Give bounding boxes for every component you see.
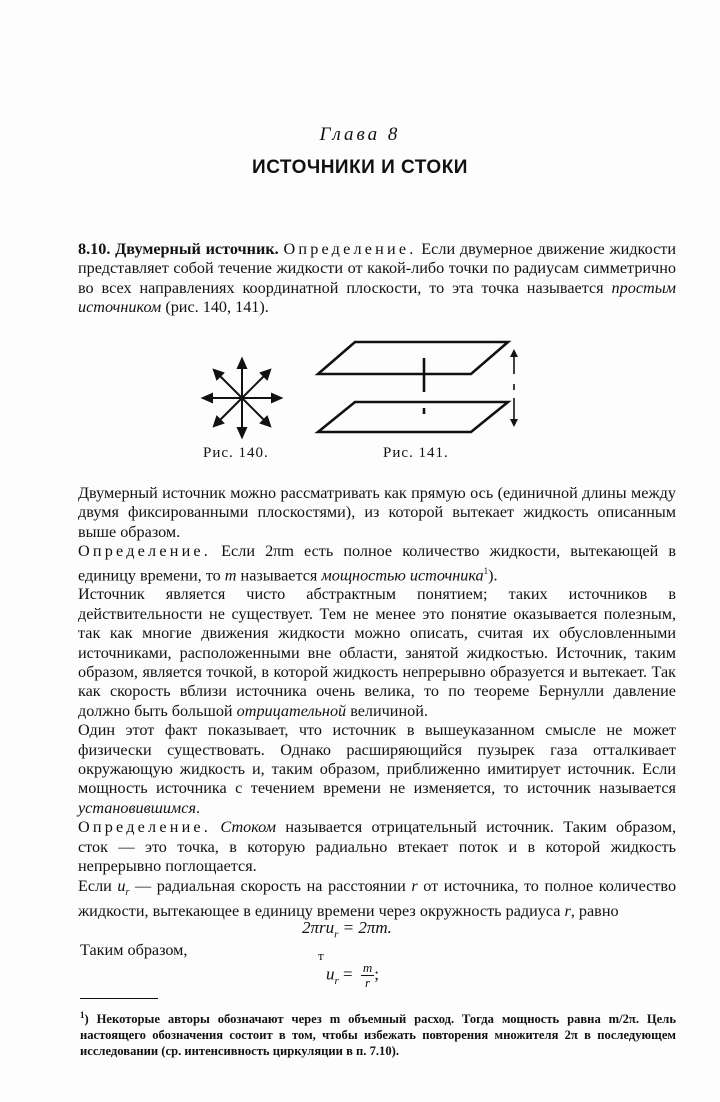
section-intro	[78, 240, 676, 318]
p6-text-b: — радиальная скорость на расстоянии	[134, 876, 406, 895]
section-heading: 8.10. Двумерный источник.	[78, 240, 279, 258]
eq2-sub: r	[334, 974, 339, 987]
term-negative: отрицательной	[236, 701, 347, 720]
paragraph-5	[78, 818, 676, 876]
footnote-text: ) Некоторые авторы обозначают через m объемный расход. Тогда мощность равна m/2π. Цель настоящего обозначения состоит в том, чтобы избежать повторения множителя 2π в последующем исследовании (ср. интенсивность циркуляции в п. 7.10).	[80, 1012, 676, 1059]
p2-text-b: называется	[240, 566, 318, 585]
eq2-lhs: u	[326, 964, 335, 984]
p6-symbol-u-sub: r	[125, 886, 130, 898]
body-text	[78, 484, 676, 922]
figure-drawings	[0, 332, 720, 472]
paragraph-3	[78, 585, 676, 721]
p6-text-d: , равно	[570, 902, 619, 921]
footnote	[80, 1007, 676, 1059]
eq1-lhs: 2πru	[302, 918, 335, 937]
eq1-sub: r	[334, 928, 339, 941]
p6-text-a: Если	[78, 876, 112, 895]
definition-word-2: Определение.	[78, 542, 212, 561]
section-text-end: (рис. 140, 141).	[165, 298, 269, 317]
equation-lead-text: Таким образом,	[80, 941, 188, 959]
p3-text-b: величиной.	[350, 701, 428, 720]
p2-text-c: ).	[488, 566, 498, 585]
term-simple-source: простым источником	[78, 278, 676, 317]
term-source-strength: мощностью источника	[321, 566, 484, 585]
p2-symbol-m: m	[224, 566, 237, 585]
equation-tau-mark: т	[318, 948, 324, 963]
footnote-rule	[80, 998, 158, 999]
p2-text-a: Если 2πm есть полное количество жидкости, вытекающей в единицу времени, то	[78, 542, 677, 585]
chapter-title: ИСТОЧНИКИ И СТОКИ	[252, 157, 468, 178]
paragraph-6	[78, 877, 676, 922]
fig140-source-star	[203, 359, 281, 437]
p6-symbol-r: r	[411, 876, 418, 895]
p4-text-b: .	[195, 798, 201, 817]
p3-text-a: Источник является чисто абстрактным понятием; таких источников в действительности не существует. Тем не менее это понятие оказывается полезным, так как многие движения жидкости можно описать, считая их обусловленными источниками, расположенными вне области, занятой жидкостью. Источник, таким образом, является точкой, в которой жидкость непрерывно образуется и вытекает. Так как скорость вблизи источника очень велика, то по теореме Бернулли давление должно быть большой	[78, 585, 676, 720]
fig141-planes	[318, 342, 518, 432]
equation-1	[302, 918, 392, 940]
p6-symbol-r2: r	[564, 902, 571, 921]
eq2-end: ;	[374, 964, 379, 984]
section-text: Если двумерное движение жидкости представляет собой течение жидкости от какой-либо точки по радиусам симметрично во всех направлениях координатной плоскости, то эта точка называется	[78, 240, 677, 297]
fig140-caption: Рис. 140.	[203, 445, 269, 461]
footnote-ref: 1	[483, 565, 489, 576]
equation-2	[326, 961, 379, 990]
definition-word: Определение.	[283, 240, 417, 258]
p4-text-a: Один этот факт показывает, что источник в вышеуказанном смысле не может физически существовать. Однако расширяющийся пузырек газа отталкивает окружающую жидкость и, таким образом, приближенно имитирует источник. Если мощность источника с течением времени не изменяется, то источник называется	[78, 721, 676, 798]
eq1-rhs: = 2πm.	[342, 918, 392, 937]
eq2-denominator: r	[365, 975, 371, 990]
chapter-label: Глава 8	[319, 124, 401, 145]
p5-text-a: называется отрицательный источник. Таким образом, сток — это точка, в которую радиально втекает поток и в которой жидкость непрерывно поглощается.	[78, 818, 677, 876]
fig141-caption: Рис. 141.	[383, 445, 449, 461]
p6-symbol-u: u	[117, 876, 126, 895]
eq2-fraction	[361, 961, 374, 990]
paragraph-2	[78, 542, 676, 585]
term-sink: Стоком	[220, 818, 276, 837]
p6-text-c: от источника, то полное количество жидкости, вытекающее в единицу времени через окружность радиуса	[78, 876, 677, 921]
paragraph-1: Двумерный источник можно рассматривать как прямую ось (единичной длины между двумя фиксированными плоскостями), из которой вытекает жидкость описанным выше образом.	[78, 484, 676, 541]
eq2-numerator: m	[362, 960, 373, 975]
definition-word-3: Определение.	[78, 818, 212, 837]
footnote-marker: 1	[80, 1010, 85, 1020]
term-steady: установившимся	[78, 798, 196, 817]
figures	[0, 332, 720, 472]
eq2-equals: =	[343, 964, 353, 984]
paragraph-4	[78, 721, 676, 818]
